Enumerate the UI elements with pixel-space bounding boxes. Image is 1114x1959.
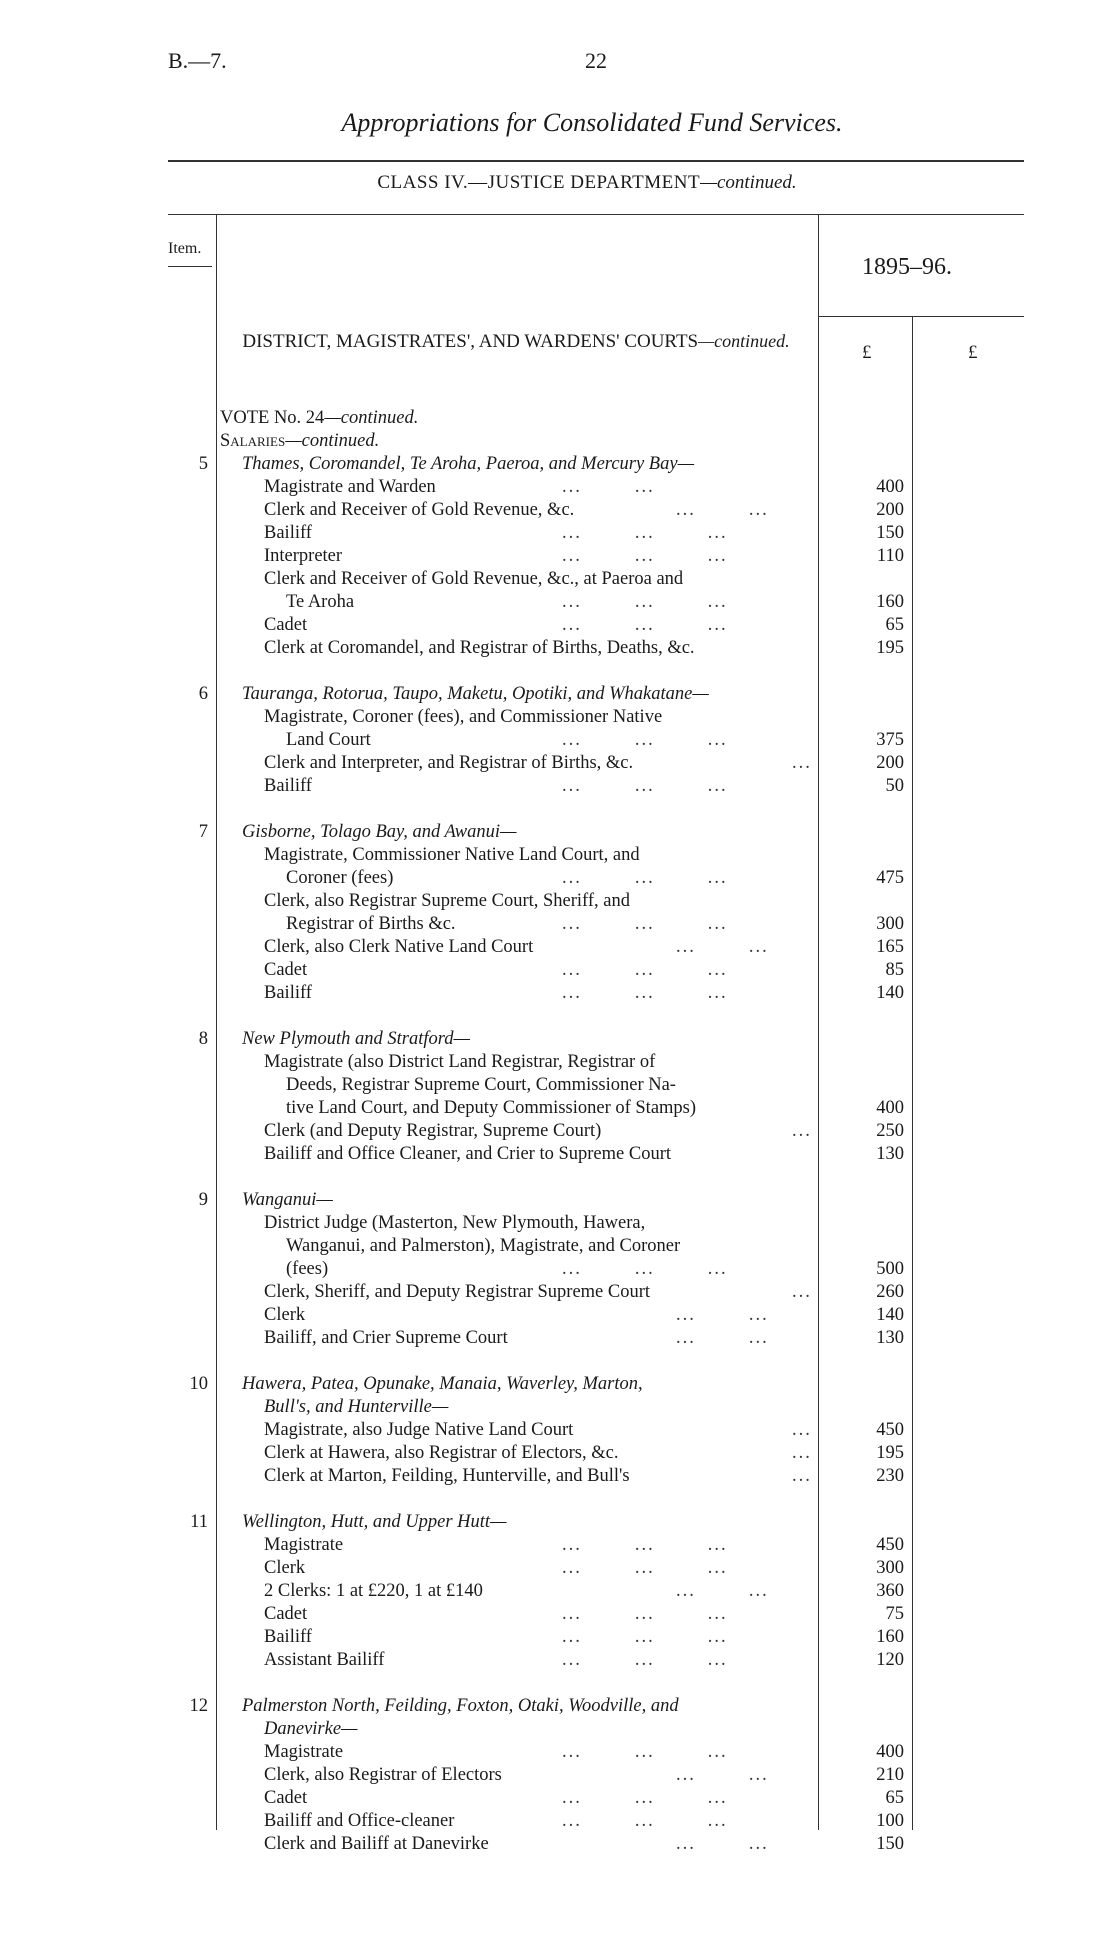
- leader-dots: ... ... ...: [562, 1604, 728, 1624]
- class-rule: [168, 214, 1024, 215]
- line-item: 2 Clerks: 1 at £220, 1 at £140: [264, 1581, 483, 1601]
- line-item: Cadet: [264, 1788, 308, 1808]
- amount: 300: [876, 914, 904, 934]
- amount: 400: [876, 1742, 904, 1762]
- amount: 195: [876, 1443, 904, 1463]
- leader-dots: ... ... ...: [562, 615, 728, 635]
- leader-dots: ... ... ...: [562, 523, 728, 543]
- item-heading: Wanganui—: [242, 1190, 333, 1210]
- amount: 260: [876, 1282, 904, 1302]
- leader-dots: ... ... ...: [562, 592, 728, 612]
- vote-heading: VOTE No. 24—continued.: [220, 408, 419, 428]
- item-column-rule: [216, 215, 217, 1830]
- amount: 160: [876, 592, 904, 612]
- item-number: 7: [198, 822, 208, 842]
- amount: 50: [885, 776, 904, 796]
- leader-dots: ... ... ...: [562, 1650, 728, 1670]
- line-item: Clerk (and Deputy Registrar, Supreme Court): [264, 1121, 602, 1141]
- line-item: Te Aroha: [286, 592, 355, 612]
- leader-dots: ... ...: [676, 1305, 769, 1325]
- line-item: Bailiff: [264, 523, 312, 543]
- page-number: 22: [585, 48, 607, 73]
- leader-dots: ... ... ...: [562, 1535, 728, 1555]
- line-item: Bailiff, and Crier Supreme Court: [264, 1328, 508, 1348]
- line-item: Bailiff and Office Cleaner, and Crier to Supreme Court: [264, 1144, 671, 1164]
- line-item: (fees): [286, 1259, 329, 1279]
- line-item: Deeds, Registrar Supreme Court, Commissioner Na-: [286, 1075, 676, 1095]
- class-heading: CLASS IV.—JUSTICE DEPARTMENT—continued.: [377, 172, 797, 193]
- amount: 65: [885, 1788, 904, 1808]
- leader-dots: ... ... ...: [562, 730, 728, 750]
- item-number: 6: [198, 684, 208, 704]
- amount: 400: [876, 1098, 904, 1118]
- leader-dots: ... ... ...: [562, 546, 728, 566]
- item-number: 11: [190, 1512, 208, 1532]
- amount: 475: [876, 868, 904, 888]
- line-item: Bailiff: [264, 776, 312, 796]
- amount: 75: [885, 1604, 904, 1624]
- amount: 150: [876, 523, 904, 543]
- item-heading: New Plymouth and Stratford—: [242, 1029, 470, 1049]
- line-item: Clerk, also Registrar of Electors: [264, 1765, 502, 1785]
- line-item: District Judge (Masterton, New Plymouth, Hawera,: [264, 1213, 646, 1233]
- amount: 195: [876, 638, 904, 658]
- amount: 120: [876, 1650, 904, 1670]
- line-item: Clerk, also Registrar Supreme Court, Sheriff, and: [264, 891, 630, 911]
- line-item: tive Land Court, and Deputy Commissioner of Stamps): [286, 1098, 697, 1118]
- amount: 110: [876, 546, 904, 566]
- amount: 450: [876, 1420, 904, 1440]
- leader-dots: ... ... ...: [562, 1259, 728, 1279]
- amount: 500: [876, 1259, 904, 1279]
- leader-dots: ... ... ...: [562, 1742, 728, 1762]
- line-item: Clerk at Marton, Feilding, Hunterville, and Bull's: [264, 1466, 630, 1486]
- leader-dots: ... ...: [676, 1328, 769, 1348]
- line-item: Clerk at Coromandel, and Registrar of Births, Deaths, &c.: [264, 638, 695, 658]
- item-number: 8: [198, 1029, 208, 1049]
- line-item: Bailiff: [264, 1627, 312, 1647]
- line-item: Clerk, also Clerk Native Land Court: [264, 937, 534, 957]
- amount: 65: [885, 615, 904, 635]
- leader-dots: ...: [792, 1121, 812, 1141]
- leader-dots: ... ... ...: [562, 1558, 728, 1578]
- line-item: Clerk and Interpreter, and Registrar of Births, &c.: [264, 753, 634, 773]
- page-title: Appropriations for Consolidated Fund Services.: [341, 108, 843, 137]
- line-item: Clerk: [264, 1305, 306, 1325]
- item-heading: Hawera, Patea, Opunake, Manaia, Waverley, Marton,: [242, 1374, 643, 1394]
- line-item: Clerk, Sheriff, and Deputy Registrar Supreme Court: [264, 1282, 651, 1302]
- amount: 450: [876, 1535, 904, 1555]
- amount: 140: [876, 983, 904, 1003]
- amount: 360: [876, 1581, 904, 1601]
- line-item: Cadet: [264, 615, 308, 635]
- line-item: Bailiff and Office-cleaner: [264, 1811, 455, 1831]
- item-heading-continued: Bull's, and Hunterville—: [264, 1397, 449, 1417]
- line-item: Clerk at Hawera, also Registrar of Electors, &c.: [264, 1443, 619, 1463]
- line-item: Magistrate and Warden: [264, 477, 436, 497]
- amount: 200: [876, 500, 904, 520]
- amount: 85: [885, 960, 904, 980]
- leader-dots: ...: [792, 1466, 812, 1486]
- line-item: Cadet: [264, 960, 308, 980]
- leader-dots: ... ... ...: [562, 1788, 728, 1808]
- line-item: Bailiff: [264, 983, 312, 1003]
- leader-dots: ...: [792, 1443, 812, 1463]
- year-header: 1895–96.: [862, 254, 952, 280]
- amount: 165: [876, 937, 904, 957]
- line-item: Magistrate, Coroner (fees), and Commissioner Native: [264, 707, 663, 727]
- item-number: 9: [198, 1190, 208, 1210]
- salaries-heading: Salaries—continued.: [220, 431, 380, 451]
- leader-dots: ...: [792, 753, 812, 773]
- amount: 140: [876, 1305, 904, 1325]
- amount: 400: [876, 477, 904, 497]
- amount: 150: [876, 1834, 904, 1854]
- item-heading: Wellington, Hutt, and Upper Hutt—: [242, 1512, 507, 1532]
- leader-dots: ... ... ...: [562, 914, 728, 934]
- line-item: Interpreter: [264, 546, 343, 566]
- amount: 130: [876, 1144, 904, 1164]
- amount: 200: [876, 753, 904, 773]
- line-item: Magistrate, also Judge Native Land Court: [264, 1420, 574, 1440]
- currency-header-1: £: [862, 342, 872, 363]
- leader-dots: ... ...: [676, 1834, 769, 1854]
- item-heading: Tauranga, Rotorua, Taupo, Maketu, Opotiki, and Whakatane—: [242, 684, 709, 704]
- currency-header-2: £: [968, 342, 978, 363]
- line-item: Clerk and Receiver of Gold Revenue, &c., at Paeroa and: [264, 569, 684, 589]
- item-number: 10: [189, 1374, 208, 1394]
- leader-dots: ... ... ...: [562, 960, 728, 980]
- item-heading: Gisborne, Tolago Bay, and Awanui—: [242, 822, 517, 842]
- line-item: Registrar of Births &c.: [286, 914, 456, 934]
- top-rule: [168, 160, 1024, 162]
- leader-dots: ... ...: [676, 937, 769, 957]
- leader-dots: ... ...: [676, 1581, 769, 1601]
- amount: 300: [876, 1558, 904, 1578]
- leader-dots: ... ... ...: [562, 1811, 728, 1831]
- leader-dots: ... ... ...: [562, 1627, 728, 1647]
- line-item: Coroner (fees): [286, 868, 394, 888]
- item-heading: Thames, Coromandel, Te Aroha, Paeroa, and Mercury Bay—: [242, 454, 695, 474]
- item-heading-continued: Danevirke—: [264, 1719, 358, 1739]
- leader-dots: ... ... ...: [562, 868, 728, 888]
- line-item: Clerk: [264, 1558, 306, 1578]
- line-item: Assistant Bailiff: [264, 1650, 385, 1670]
- year-rule: [818, 316, 1024, 317]
- line-item: Magistrate, Commissioner Native Land Court, and: [264, 845, 640, 865]
- amount: 160: [876, 1627, 904, 1647]
- document-reference: B.—7.: [168, 48, 227, 73]
- amount: 100: [876, 1811, 904, 1831]
- item-heading: Palmerston North, Feilding, Foxton, Otaki, Woodville, and: [242, 1696, 679, 1716]
- line-item: Cadet: [264, 1604, 308, 1624]
- line-item: Clerk and Receiver of Gold Revenue, &c.: [264, 500, 575, 520]
- line-item: Magistrate: [264, 1535, 344, 1555]
- line-item: Magistrate (also District Land Registrar, Registrar of: [264, 1052, 656, 1072]
- amount: 375: [876, 730, 904, 750]
- sub-column-rule: [912, 317, 913, 1830]
- line-item: Clerk and Bailiff at Danevirke: [264, 1834, 489, 1854]
- leader-dots: ... ... ...: [562, 983, 728, 1003]
- item-number: 12: [189, 1696, 208, 1716]
- amount: 230: [876, 1466, 904, 1486]
- item-header-rule: [168, 266, 212, 267]
- line-item: Magistrate: [264, 1742, 344, 1762]
- leader-dots: ... ...: [676, 500, 769, 520]
- leader-dots: ... ...: [676, 1765, 769, 1785]
- item-number: 5: [198, 454, 208, 474]
- leader-dots: ... ... ...: [562, 776, 728, 796]
- line-item: Wanganui, and Palmerston), Magistrate, and Coroner: [286, 1236, 681, 1256]
- amount-column-rule: [818, 215, 819, 1830]
- amount: 210: [876, 1765, 904, 1785]
- item-column-header: Item.: [168, 240, 202, 257]
- leader-dots: ... ...: [562, 477, 655, 497]
- line-item: Land Court: [286, 730, 371, 750]
- amount: 130: [876, 1328, 904, 1348]
- leader-dots: ...: [792, 1420, 812, 1440]
- leader-dots: ...: [792, 1282, 812, 1302]
- section-title: DISTRICT, MAGISTRATES', AND WARDENS' COURTS—continued.: [242, 331, 790, 352]
- amount: 250: [876, 1121, 904, 1141]
